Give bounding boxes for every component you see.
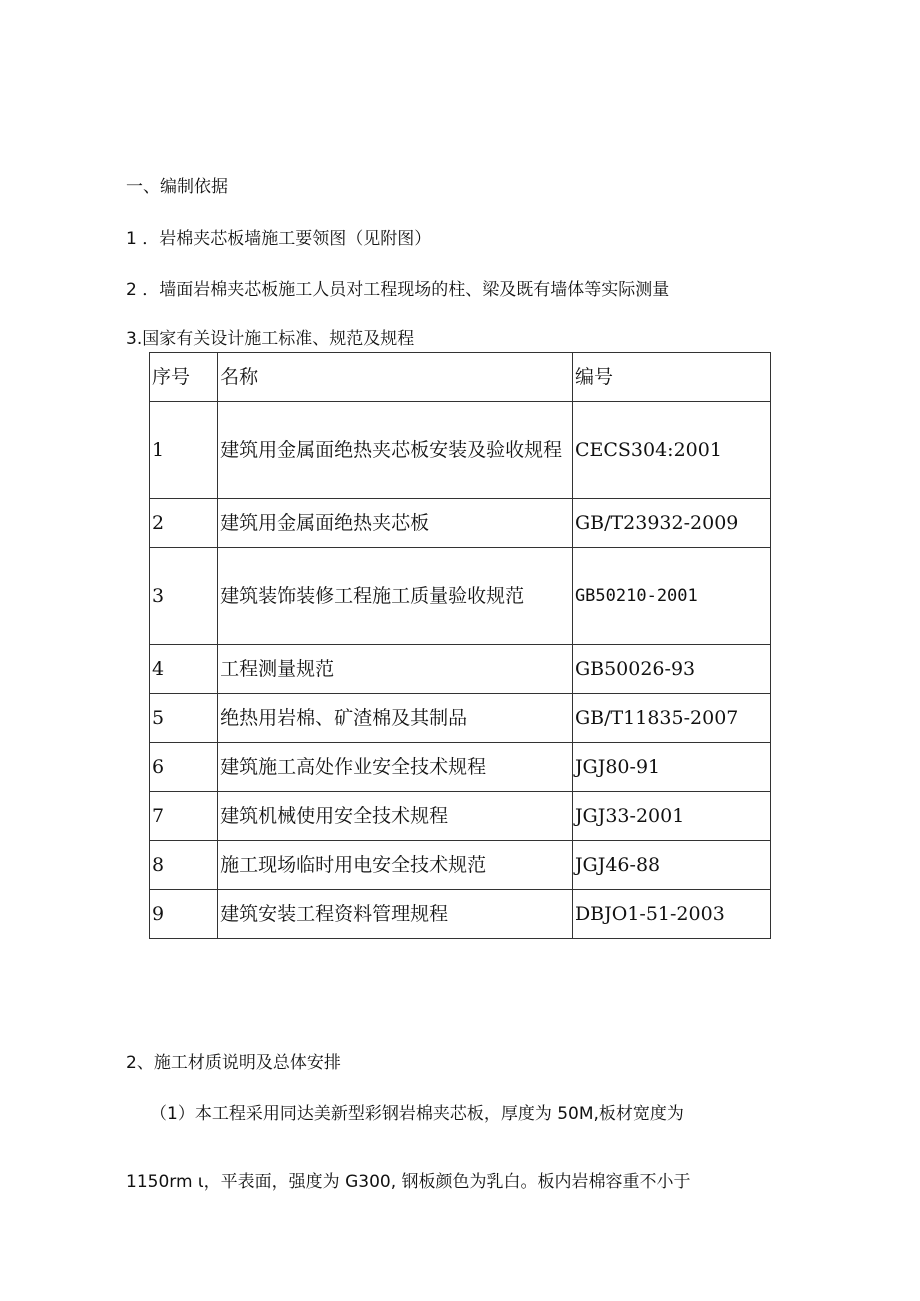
- basis-item-2: 2 ．墙面岩棉夹芯板施工人员对工程现场的柱、梁及既有墙体等实际测量: [126, 280, 670, 300]
- cell-no: 6: [150, 743, 218, 792]
- cell-code: GB/T11835-2007: [572, 694, 770, 743]
- table-row: [150, 694, 771, 743]
- materials-paragraph-line-1: （1）本工程采用同达美新型彩钢岩棉夹芯板，厚度为 50M,板材宽度为: [150, 1104, 684, 1124]
- table-row: [150, 499, 771, 548]
- cell-name: 建筑施工高处作业安全技术规程: [218, 743, 573, 792]
- materials-paragraph-line-2: 1150rm ι，平表面，强度为 G300, 钢板颜色为乳白。板内岩棉容重不小于: [126, 1172, 691, 1192]
- cell-no: 8: [150, 841, 218, 890]
- cell-code: JGJ33-2001: [572, 792, 770, 841]
- standards-table: [149, 352, 771, 939]
- table-row: [150, 890, 771, 939]
- cell-name: 建筑用金属面绝热夹芯板安装及验收规程: [218, 402, 573, 499]
- basis-item-1: 1 ．岩棉夹芯板墙施工要领图（见附图）: [126, 229, 432, 249]
- cell-no: 4: [150, 645, 218, 694]
- cell-no: 5: [150, 694, 218, 743]
- table-row: [150, 841, 771, 890]
- cell-name: 建筑机械使用安全技术规程: [218, 792, 573, 841]
- section-heading-basis: 一、编制依据: [126, 177, 228, 197]
- basis-item-3: 3.国家有关设计施工标准、规范及规程: [126, 329, 415, 349]
- cell-no: 1: [150, 402, 218, 499]
- table-row: [150, 792, 771, 841]
- cell-name: 建筑安装工程资料管理规程: [218, 890, 573, 939]
- table-row: [150, 743, 771, 792]
- header-no: 序号: [150, 353, 218, 402]
- cell-name: 工程测量规范: [218, 645, 573, 694]
- cell-code: GB/T23932-2009: [572, 499, 770, 548]
- cell-name: 建筑用金属面绝热夹芯板: [218, 499, 573, 548]
- header-code: 编号: [572, 353, 770, 402]
- cell-code: JGJ46-88: [572, 841, 770, 890]
- cell-no: 3: [150, 548, 218, 645]
- cell-name: 施工现场临时用电安全技术规范: [218, 841, 573, 890]
- cell-code: GB50210-2001: [572, 548, 770, 645]
- cell-code: JGJ80-91: [572, 743, 770, 792]
- cell-name: 绝热用岩棉、矿渣棉及其制品: [218, 694, 573, 743]
- table-row: [150, 645, 771, 694]
- cell-no: 2: [150, 499, 218, 548]
- cell-code: DBJO1-51-2003: [572, 890, 770, 939]
- table-row: [150, 402, 771, 499]
- header-name: 名称: [218, 353, 573, 402]
- section-heading-materials: 2、施工材质说明及总体安排: [126, 1053, 341, 1073]
- cell-code: CECS304:2001: [572, 402, 770, 499]
- cell-no: 7: [150, 792, 218, 841]
- table-row: [150, 548, 771, 645]
- cell-no: 9: [150, 890, 218, 939]
- table-header-row: [150, 353, 771, 402]
- cell-name: 建筑装饰装修工程施工质量验收规范: [218, 548, 573, 645]
- cell-code: GB50026-93: [572, 645, 770, 694]
